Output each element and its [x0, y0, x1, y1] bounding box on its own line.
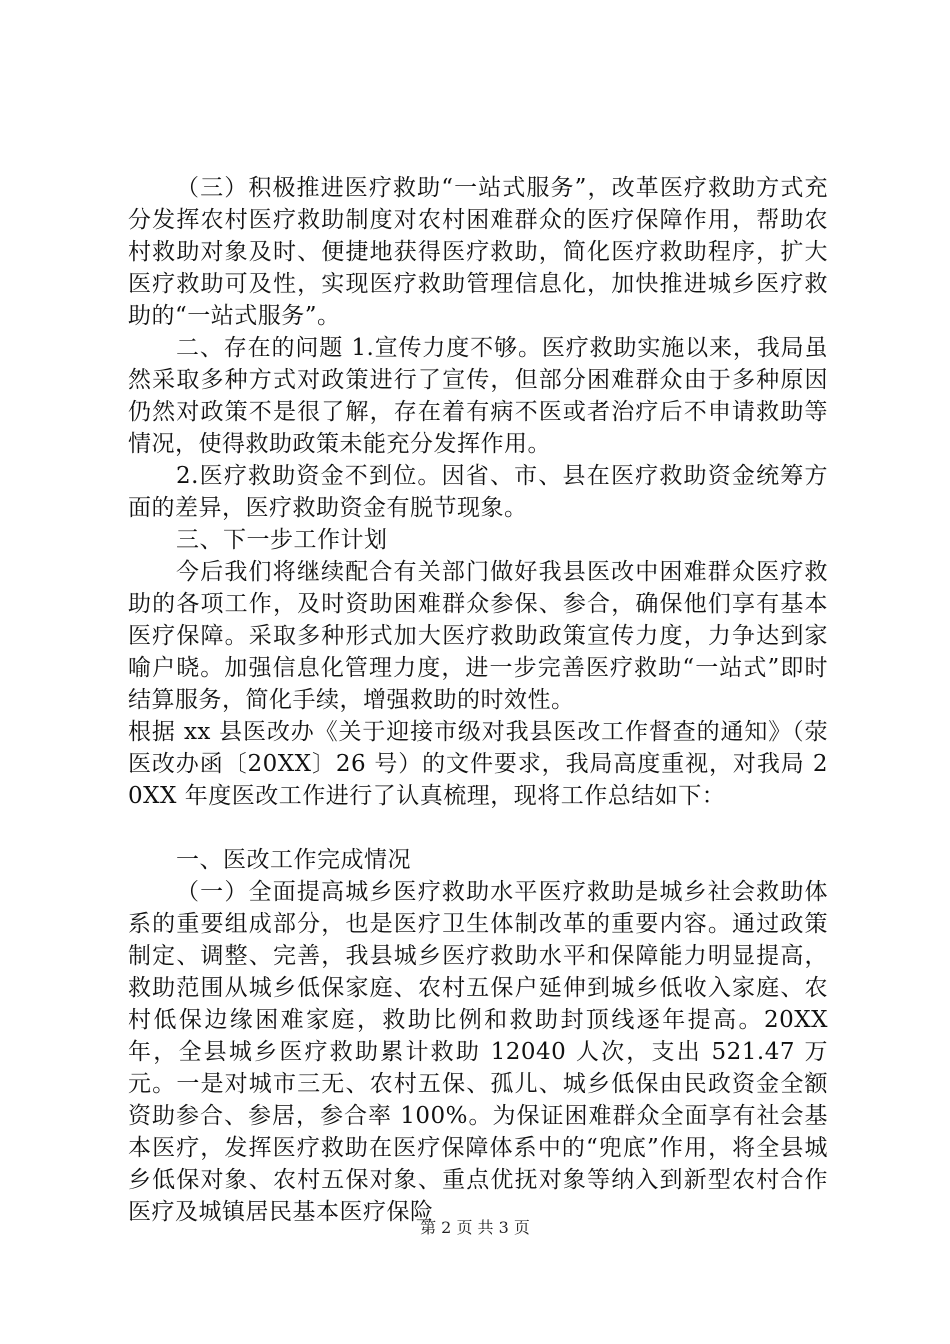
paragraph-notice-reference: 根据 xx 县医改办《关于迎接市级对我县医改工作督查的通知》（荥医改办函〔20XX〕26 号）的文件要求，我局高度重视，对我局 20XX 年度医改工作进行了认真梳理，现将工作总结如下：	[128, 719, 828, 809]
paragraph-one-stop-service: （三）积极推进医疗救助“一站式服务”，改革医疗救助方式充分发挥农村医疗救助制度对农村困难群众的医疗保障作用，帮助农村救助对象及时、便捷地获得医疗救助，简化医疗救助程序，扩大医疗救助可及性，实现医疗救助管理信息化，加快推进城乡医疗救助的“一站式服务”。	[128, 175, 828, 329]
heading-completion-status: 一、医改工作完成情况	[176, 847, 411, 873]
paragraph-funding-gap: 2.医疗救助资金不到位。因省、市、县在医疗救助资金统筹方面的差异，医疗救助资金有脱节现象。	[128, 463, 828, 521]
heading-next-steps: 三、下一步工作计划	[176, 527, 388, 553]
paragraph-work-plan: 今后我们将继续配合有关部门做好我县医改中困难群众医疗救助的各项工作，及时资助困难群众参保、参合，确保他们享有基本医疗保障。采取多种形式加大医疗救助政策宣传力度，力争达到家喻户晓。加强信息化管理力度，进一步完善医疗救助“一站式”即时结算服务，简化手续，增强救助的时效性。	[128, 559, 828, 713]
page-footer: 第 2 页 共 3 页	[420, 1218, 530, 1237]
document-body	[128, 172, 828, 1228]
paragraph-existing-problems: 二、存在的问题 1.宣传力度不够。医疗救助实施以来，我局虽然采取多种方式对政策进行了宣传，但部分困难群众由于多种原因仍然对政策不是很了解，存在着有病不医或者治疗后不申请救助等情况，使得救助政策未能充分发挥作用。	[128, 335, 828, 457]
paragraph-medical-aid-level: （一）全面提高城乡医疗救助水平医疗救助是城乡社会救助体系的重要组成部分，也是医疗卫生体制改革的重要内容。通过政策制定、调整、完善，我县城乡医疗救助水平和保障能力明显提高，救助范围从城乡低保家庭、农村五保户延伸到城乡低收入家庭、农村低保边缘困难家庭，救助比例和救助封顶线逐年提高。20XX 年，全县城乡医疗救助累计救助 12040 人次，支出 521.47 万元。一是对城市三无、农村五保、孤儿、城乡低保由民政资金全额资助参合、参居，参合率 100%。为保证困难群众全面享有社会基本医疗，发挥医疗救助在医疗保障体系中的“兜底”作用，将全县城乡低保对象、农村五保对象、重点优抚对象等纳入到新型农村合作医疗及城镇居民基本医疗保险	[128, 879, 828, 1225]
